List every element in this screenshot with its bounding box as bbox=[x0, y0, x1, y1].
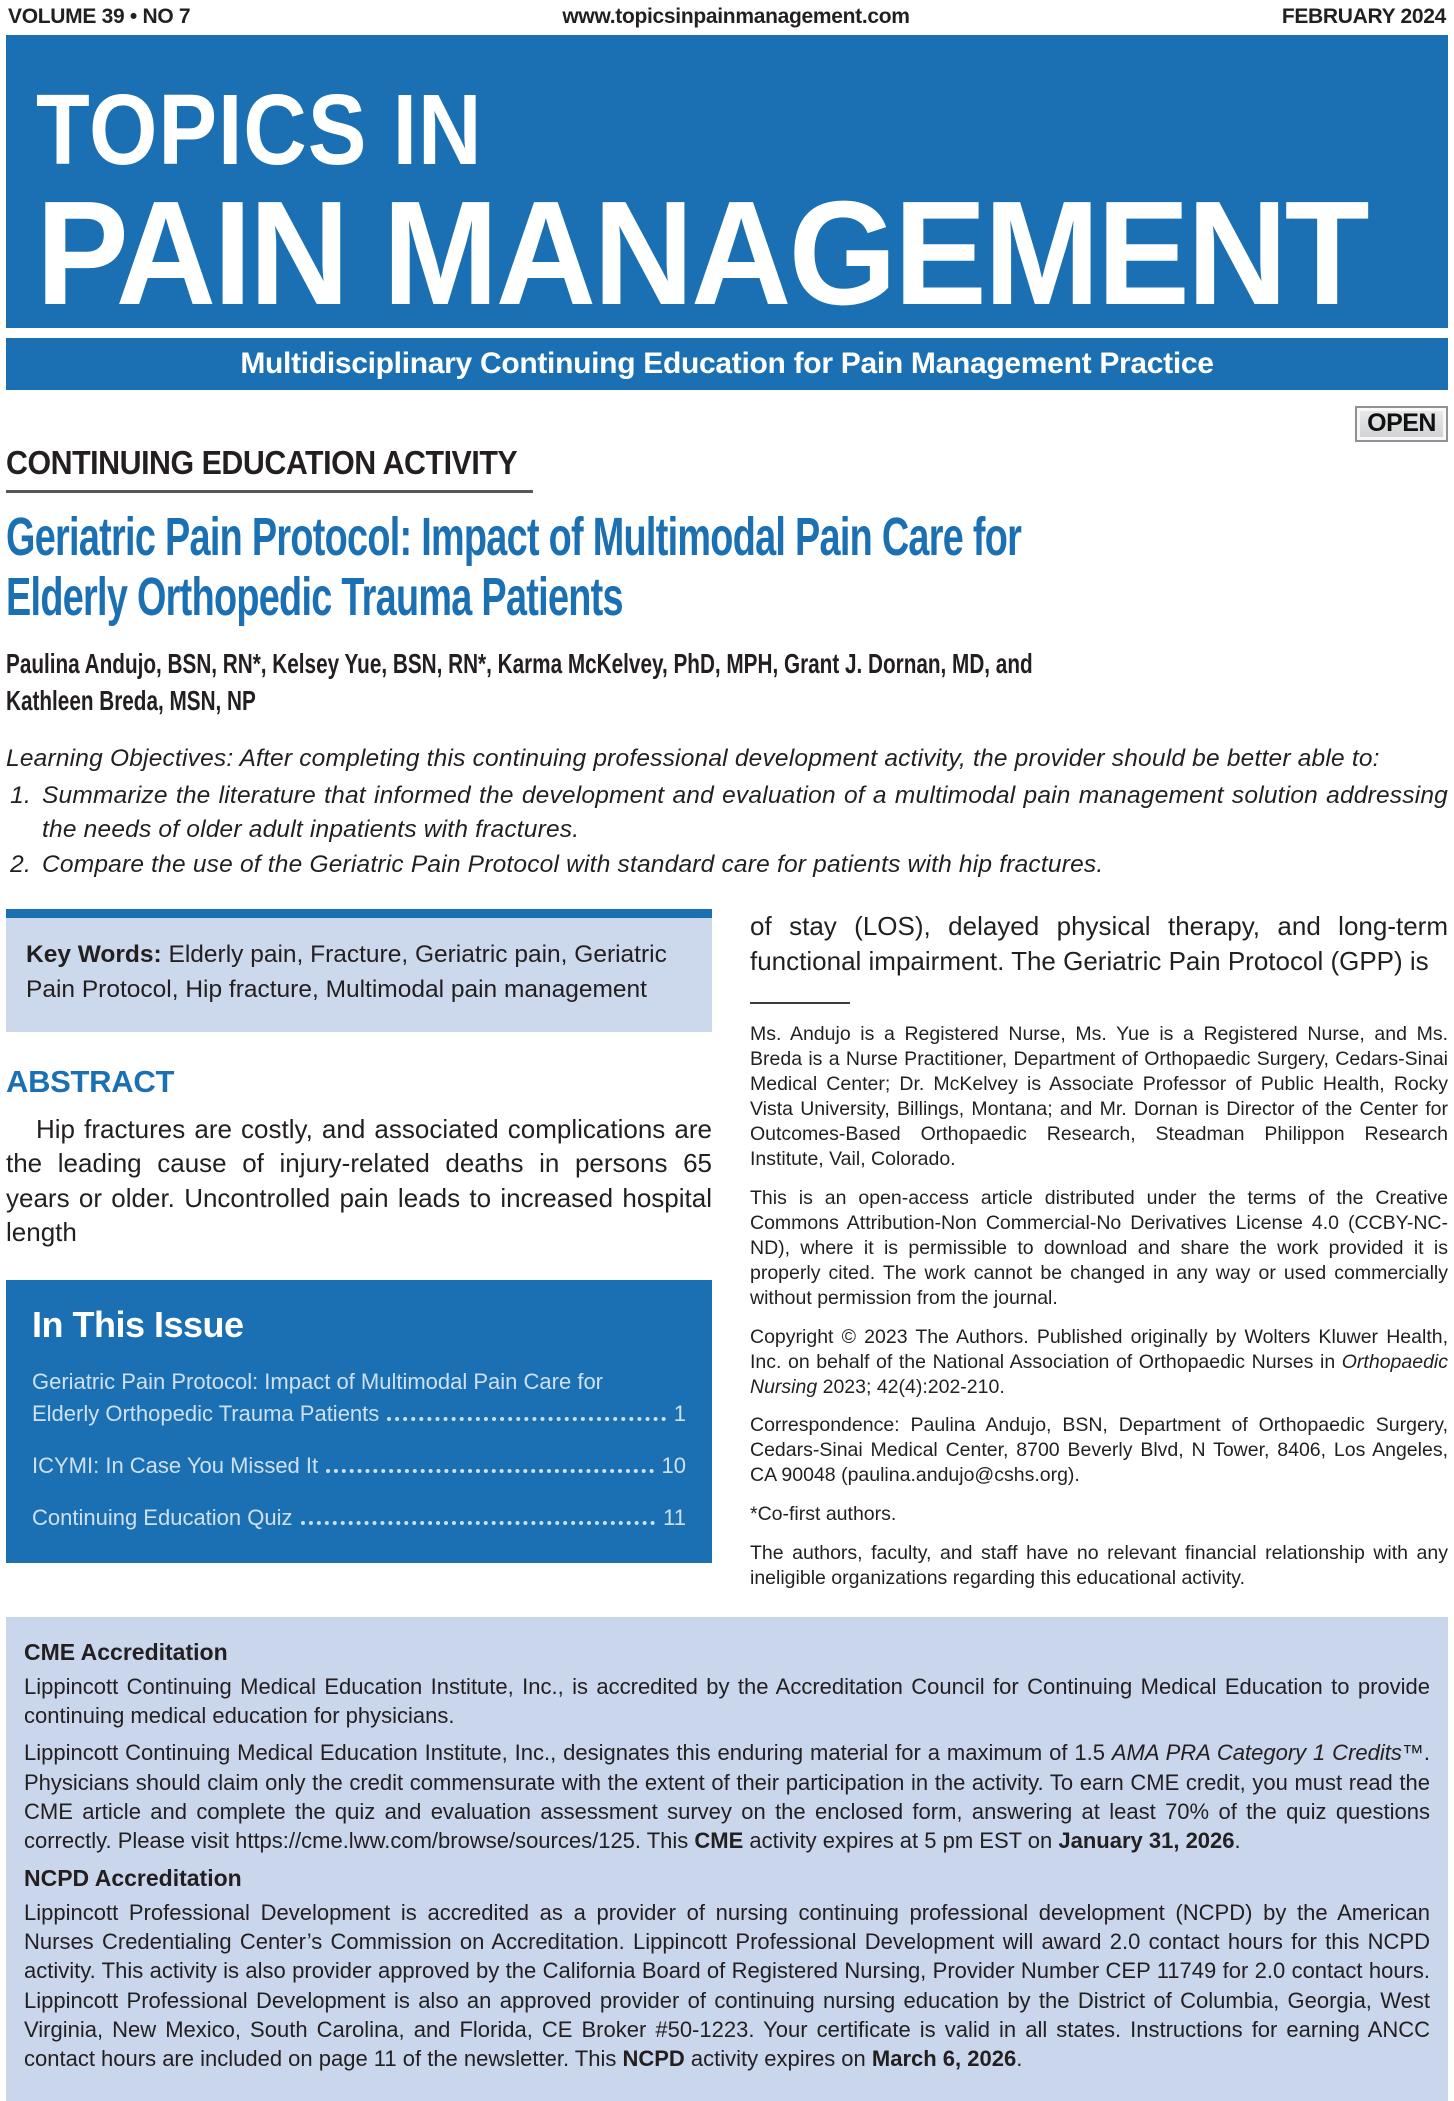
open-access-badge[interactable]: OPEN bbox=[1355, 406, 1448, 442]
journal-website-link[interactable]: www.topicsinpainmanagement.com bbox=[562, 5, 910, 28]
learning-objective-item: 1. Summarize the literature that informed the development and evaluation of a multimodal pain management solution addressing the needs of older adult inpatients with fractures. bbox=[38, 779, 1448, 849]
article-authors-line2: Kathleen Breda, MSN, NP bbox=[6, 684, 256, 716]
cme-accreditation-paragraph-2: Lippincott Continuing Medical Education Institute, Inc., designates this enduring material for a maximum of 1.5 AMA PRA Category 1 Credits™. Physicians should claim only the credit commensurate with the extent of their participation in the activity. To earn CME credit, you must read the CME article and complete the quiz and evaluation assessment survey on the enclosed form, answering at least 70% of the quiz questions correctly. Please visit https://cme.lww.com/browse/sources/125. This CME activity expires at 5 pm EST on January 31, 2026. bbox=[24, 1740, 1430, 1854]
keywords-box: Key Words: Elderly pain, Fracture, Geriatric pain, Geriatric Pain Protocol, Hip fracture, Multimodal pain management bbox=[6, 909, 712, 1032]
left-column bbox=[6, 909, 712, 1591]
two-column-body bbox=[6, 909, 1448, 1591]
in-this-issue-heading: In This Issue bbox=[32, 1303, 244, 1345]
issue-header bbox=[6, 0, 1448, 35]
toc-dot-leader bbox=[301, 1521, 656, 1525]
toc-item-title-line1: Geriatric Pain Protocol: Impact of Multimodal Pain Care for bbox=[32, 1368, 604, 1394]
right-column bbox=[750, 909, 1448, 1591]
section-heading: CONTINUING EDUCATION ACTIVITY bbox=[6, 444, 518, 481]
abstract-continuation-text: of stay (LOS), delayed physical therapy, and long-term functional impairment. The Geriatric Pain Protocol (GPP) is bbox=[750, 910, 1448, 976]
co-first-authors-note: *Co-first authors. bbox=[750, 1503, 897, 1526]
learning-objective-item: 2. Compare the use of the Geriatric Pain Protocol with standard care for patients with hip fractures. bbox=[38, 848, 1448, 883]
learning-objectives bbox=[6, 742, 1448, 883]
correspondence-note: Correspondence: Paulina Andujo, BSN, Department of Orthopaedic Surgery, Cedars-Sinai Medical Center, 8700 Beverly Blvd, N Tower, 8406, Los Angeles, CA 90048 (paulina.andujo@cshs.org). bbox=[750, 1414, 1448, 1487]
toc-page-number: 1 bbox=[673, 1400, 686, 1426]
open-badge-row bbox=[6, 406, 1448, 442]
learning-objectives-list bbox=[6, 779, 1448, 883]
article-authors-line1: Paulina Andujo, BSN, RN*, Kelsey Yue, BSN, RN*, Karma McKelvey, PhD, MPH, Grant J. Dornan, MD, and bbox=[6, 647, 1033, 679]
abstract-heading: ABSTRACT bbox=[6, 1063, 175, 1099]
disclosure-note: The authors, faculty, and staff have no relevant financial relationship with any ineligible organizations regarding this educational activity. bbox=[750, 1542, 1448, 1590]
issue-date: FEBRUARY 2024 bbox=[1281, 5, 1446, 28]
footnote-rule bbox=[750, 1002, 850, 1004]
toc-dot-leader bbox=[387, 1417, 665, 1421]
toc-item[interactable] bbox=[32, 1366, 686, 1430]
article-title-line2: Elderly Orthopedic Trauma Patients bbox=[6, 567, 623, 628]
ncpd-accreditation-paragraph: Lippincott Professional Development is accredited as a provider of nursing continuing professional development (NCPD) by the American Nurses Credentialing Center’s Commission on Accreditation. Lippincott Professional Development will award 2.0 contact hours for this NCPD activity. This activity is also provider approved by the California Board of Registered Nursing, Provider Number CEP 11749 for 2.0 contact hours. Lippincott Professional Development is also an approved provider of continuing nursing education by the District of Columbia, Georgia, West Virginia, New Mexico, South Carolina, and Florida, CE Broker #50-1223. Your certificate is valid in all states. Instructions for earning ANCC contact hours are included on page 11 of the newsletter. This NCPD activity expires on March 6, 2026. bbox=[24, 1899, 1430, 2072]
article-authors bbox=[6, 646, 1448, 720]
toc-dot-leader bbox=[326, 1469, 653, 1473]
masthead-banner bbox=[6, 35, 1448, 336]
toc-item[interactable] bbox=[32, 1450, 686, 1482]
abstract-text: Hip fractures are costly, and associated complications are the leading cause of injury-related deaths in persons 65 years or older. Uncontrolled pain leads to increased hospital length bbox=[6, 1113, 712, 1248]
accreditation-box bbox=[6, 1617, 1448, 2101]
learning-objectives-intro: Learning Objectives: After completing this continuing professional development activity, the provider should be better able to: bbox=[6, 744, 1380, 772]
toc-item-title: ICYMI: In Case You Missed It bbox=[32, 1452, 319, 1478]
in-this-issue-box bbox=[6, 1280, 712, 1564]
toc-item-title-line2: Elderly Orthopedic Trauma Patients bbox=[32, 1400, 380, 1426]
masthead-tagline: Multidisciplinary Continuing Education for Pain Management Practice bbox=[6, 338, 1448, 390]
section-heading-underline bbox=[6, 490, 533, 493]
copyright-note: Copyright © 2023 The Authors. Published originally by Wolters Kluwer Health, Inc. on behalf of the National Association of Orthopaedic Nurses in Orthopaedic Nursing 2023; 42(4):202-210. bbox=[750, 1325, 1448, 1398]
issue-volume: VOLUME 39 • NO 7 bbox=[8, 5, 191, 28]
toc-page-number: 10 bbox=[661, 1452, 686, 1478]
article-title bbox=[6, 507, 1448, 628]
masthead-title-line2: PAIN MANAGEMENT bbox=[36, 171, 1367, 336]
cme-accreditation-heading: CME Accreditation bbox=[24, 1639, 228, 1666]
open-access-note: This is an open-access article distributed under the terms of the Creative Commons Attribution-Non Commercial-No Derivatives License 4.0 (CCBY-NC-ND), where it is permissible to download and share the work provided it is properly cited. The work cannot be changed in any way or used commercially without permission from the journal. bbox=[750, 1186, 1448, 1309]
cme-accreditation-paragraph-1: Lippincott Continuing Medical Education Institute, Inc., is accredited by the Accreditation Council for Continuing Medical Education to provide continuing medical education for physicians. bbox=[24, 1673, 1430, 1729]
table-of-contents bbox=[32, 1366, 686, 1534]
toc-page-number: 11 bbox=[663, 1504, 686, 1530]
toc-item-title: Continuing Education Quiz bbox=[32, 1504, 293, 1530]
ncpd-accreditation-heading: NCPD Accreditation bbox=[24, 1865, 242, 1892]
masthead-title-line1: TOPICS IN bbox=[36, 74, 483, 186]
article-title-line1: Geriatric Pain Protocol: Impact of Multimodal Pain Care for bbox=[6, 507, 1022, 567]
author-affiliations-note: Ms. Andujo is a Registered Nurse, Ms. Yue is a Registered Nurse, and Ms. Breda is a Nurse Practitioner, Department of Orthopaedic Surgery, Cedars-Sinai Medical Center; Dr. McKelvey is Associate Professor of Public Health, Rocky Vista University, Billings, Montana; and Mr. Dornan is Director of the Center for Outcomes-Based Orthopaedic Research, Steadman Philippon Research Institute, Vail, Colorado. bbox=[750, 1023, 1448, 1170]
toc-item[interactable] bbox=[32, 1502, 686, 1534]
